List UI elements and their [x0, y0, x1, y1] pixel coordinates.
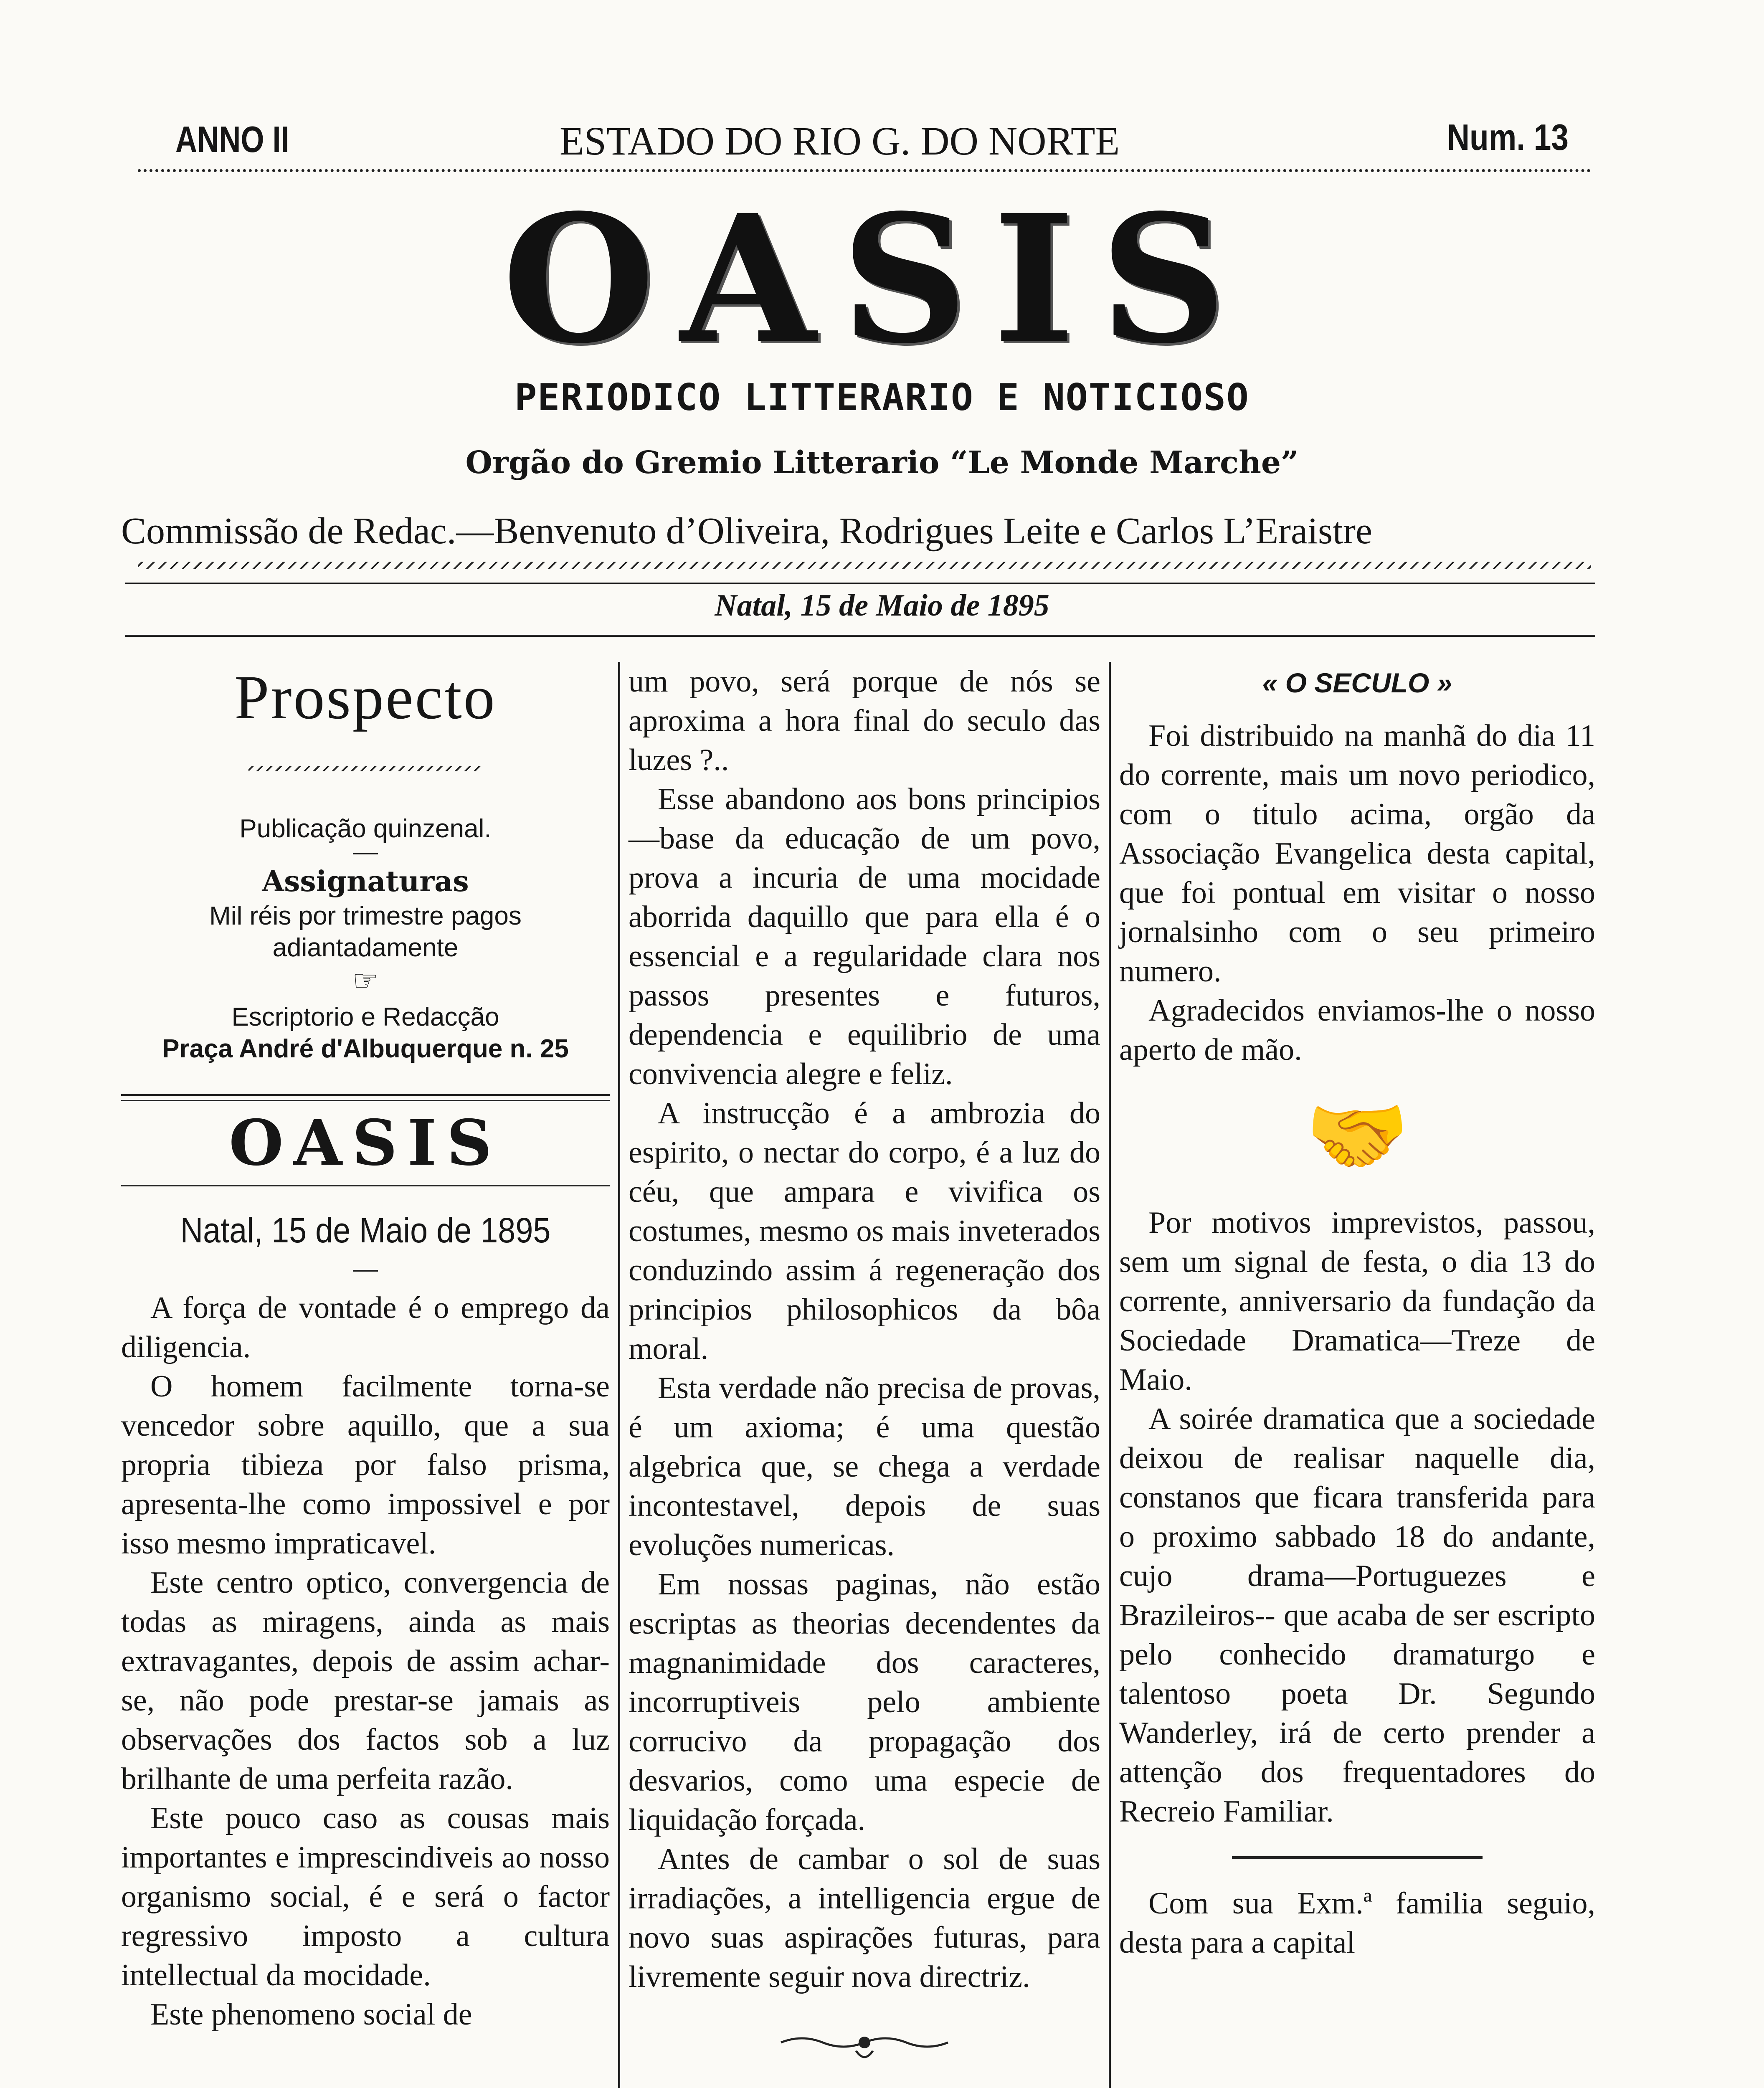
column-3 [1119, 662, 1595, 1962]
editorial-paragraph: Esse abandono aos bons principios—base da educação de um povo, prova a incuria de uma mocidade aborrida daquillo que para ella é o essencial e a regularidade clara nos passos presentes e futuros, dependencia e equilibrio de uma convivencia alegre e feliz. [629, 782, 1100, 1091]
office-label: Escriptorio e Redacção [231, 1003, 499, 1031]
handshake-icon: 🤝 [1305, 1087, 1409, 1185]
editorial-dash [353, 1270, 378, 1272]
prospecto-dash [353, 853, 378, 854]
masthead-title: OASIS [502, 177, 1252, 383]
office-address: Praça André d'Albuquerque n. 25 [162, 1034, 569, 1063]
editorial-paragraph: Este centro optico, convergencia de todas as miragens, ainda as mais extravagantes, depois de assim achar-se, não pode prestar-se jamais as observações dos factos sob a luz brilhante de uma perfeita razão. [121, 1566, 610, 1796]
year-label: ANNO II [175, 119, 289, 160]
news-paragraph: Com sua Exm.ª familia seguio, desta para a capital [1119, 1886, 1595, 1960]
editorial-paragraph: Antes de cambar o sol de suas irradiações, a intelligencia ergue de novo suas aspirações futuras, para livremente seguir nova directriz. [629, 1842, 1100, 1994]
news-paragraph: A soirée dramatica que a sociedade deixou de realisar naquelle dia, constanos que ficara transferida para o proximo sabbado 18 do andante, cujo drama—Portuguezes e Brazileiros-- que acaba de ser escripto pelo conhecido dramaturgo e talentoso poeta Dr. Segundo Wanderley, irá de certo prender a attenção dos frequentadores do Recreio Familiar. [1119, 1402, 1595, 1829]
news-divider [1232, 1856, 1483, 1859]
seculo-heading: « O SECULO » [1262, 667, 1452, 698]
column-divider-1 [618, 662, 620, 2088]
editorial-paragraph: um povo, será porque de nós se aproxima a hora final do seculo das luzes ?.. [629, 664, 1100, 777]
editorial-paragraph: Esta verdade não precisa de provas, é um axioma; é uma questão algebrica que, se chega a verdade incontestavel, depois de suas evoluções numericas. [629, 1371, 1100, 1562]
editorial-paragraph: Em nossas paginas, não estão escriptas as theorias decendentes da magnanimidade dos caracteres, incorruptiveis pelo ambiente corrucivo da propagação dos desvarios, como uma especie de liquidação forçada. [629, 1567, 1100, 1837]
ornament-divider [629, 2026, 1100, 2068]
prospecto-heading: Prospecto [234, 663, 497, 732]
editorial-commission: Commissão de Redac.—Benvenuto d’Oliveira, Rodrigues Leite e Carlos L’Eraistre [121, 510, 1372, 552]
masthead-organ: Orgão do Gremio Litterario “Le Monde Marche” [465, 445, 1299, 481]
seculo-paragraph: Foi distribuido na manhã do dia 11 do corrente, mais um novo periodico, com o titulo acima, orgão da Associação Evangelica desta capital, que foi pontual em visitar o nosso jornalsinho com o seu primeiro numero. [1119, 719, 1595, 988]
editorial-paragraph: Este pouco caso as cousas mais importantes e imprescindiveis ao nosso organismo social, é e será o factor regressivo imposto a cultura intellectual da mocidade. [121, 1801, 610, 1992]
subscriptions-text: Mil réis por trimestre pagos adiantadamente [209, 902, 522, 962]
column-1 [121, 662, 610, 2034]
ornament-flourish-icon [777, 2026, 952, 2063]
editorial-dateline: Natal, 15 de Maio de 1895 [180, 1211, 551, 1250]
editorial-paragraph: A força de vontade é o emprego da diligencia. [121, 1291, 610, 1364]
masthead-dotted-rule [138, 169, 1591, 172]
editorial-paragraph: Este phenomeno social de [150, 1997, 472, 2032]
news-paragraph: Por motivos imprevistos, passou, sem um signal de festa, o dia 13 do corrente, anniversario da fundação da Sociedade Dramatica—Treze de Maio. [1119, 1206, 1595, 1397]
prospecto-wavy-rule [248, 766, 482, 771]
masthead-rule-upper [125, 583, 1595, 584]
editorial-double-rule [121, 1094, 610, 1101]
column-2 [629, 662, 1100, 2068]
masthead-dateline: Natal, 15 de Maio de 1895 [715, 588, 1049, 623]
pointing-hand-icon: ☞ [352, 963, 379, 998]
editorial-rule [121, 1185, 610, 1186]
editorial-paragraph: O homem facilmente torna-se vencedor sobre aquillo, que a sua propria tibieza por falso prisma, apresenta-lhe como impossivel e por isso mesmo impraticavel. [121, 1369, 610, 1561]
column-divider-2 [1109, 662, 1111, 2088]
editorial-paragraph: A instrucção é a ambrozia do espirito, o nectar do corpo, é a luz do céu, que ampara e vivifica os costumes, mesmo os mais inveterados conduzindo assim á regeneração dos principios philosophicos da bôa moral. [629, 1096, 1100, 1366]
seculo-paragraph: Agradecidos enviamos-lhe o nosso aperto de mão. [1119, 993, 1595, 1067]
state-label: ESTADO DO RIO G. DO NORTE [560, 119, 1120, 163]
prospecto-publication: Publicação quinzenal. [239, 814, 492, 843]
editorial-logo: OASIS [229, 1106, 502, 1180]
masthead-wavy-rule [138, 562, 1591, 569]
issue-number: Num. 13 [1447, 117, 1569, 158]
subscriptions-heading: Assignaturas [262, 865, 469, 898]
masthead-rule-lower [125, 635, 1595, 637]
masthead-subtitle: PERIODICO LITTERARIO E NOTICIOSO [514, 376, 1250, 419]
